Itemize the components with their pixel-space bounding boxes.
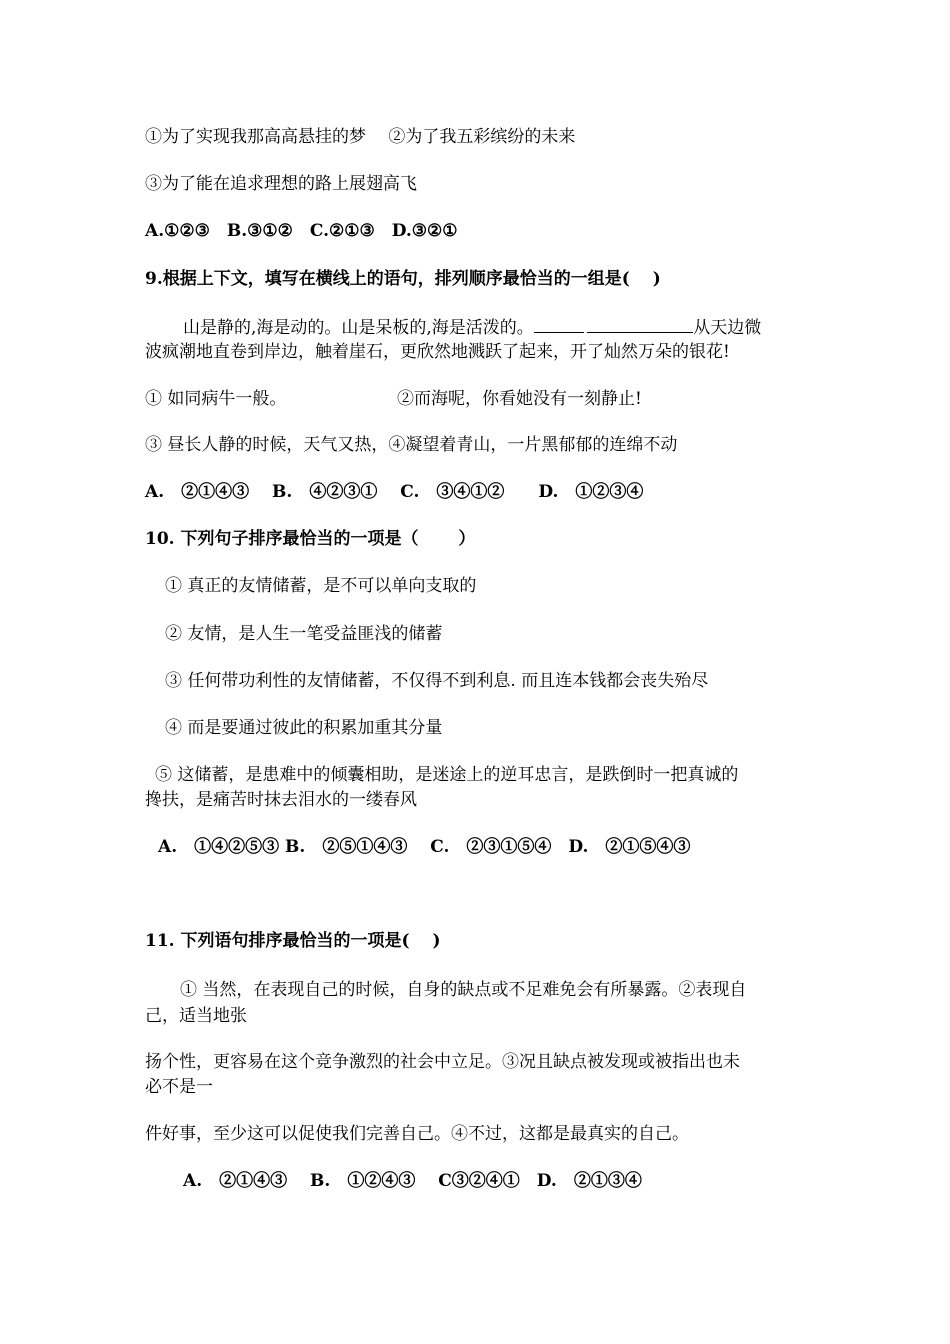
q10-s5b: 搀扶，是痛苦时抹去泪水的一缕春风 bbox=[145, 790, 417, 810]
q9-blank-1 bbox=[534, 316, 584, 333]
q9-passage-line1 bbox=[183, 316, 761, 339]
q8-line2: ③为了能在追求理想的路上展翅高飞 bbox=[145, 174, 417, 194]
q11-p3: 件好事，至少这可以促使我们完善自己。④不过，这都是最真实的自己。 bbox=[145, 1124, 689, 1144]
q8-line1: ①为了实现我那高高悬挂的梦 ②为了我五彩缤纷的未来 bbox=[145, 127, 576, 147]
q10-s2: ② 友情，是人生一笔受益匪浅的储蓄 bbox=[165, 624, 443, 644]
q9-opt1: ① 如同病牛一般。 bbox=[145, 389, 287, 409]
q11-stem: 11. 下列语句排序最恰当的一项是( ) bbox=[145, 931, 441, 951]
q9-passage-line2: 波疯潮地直卷到岸边，触着崖石，更欣然地溅跃了起来，开了灿然万朵的银花! bbox=[145, 342, 730, 362]
q9-blank-2 bbox=[587, 316, 693, 333]
q9-passage-start: 山是静的,海是动的。山是呆板的,海是活泼的。 bbox=[183, 318, 534, 338]
q9-opt3: ③ 昼长人静的时候，天气又热，④凝望着青山，一片黑郁郁的连绵不动 bbox=[145, 435, 678, 455]
q8-options: A.①②③ B.③①② C.②①③ D.③②① bbox=[145, 221, 458, 241]
q9-opt2: ②而海呢，你看她没有一刻静止! bbox=[397, 389, 642, 409]
q10-s3: ③ 任何带功利性的友情储蓄，不仅得不到利息. 而且连本钱都会丧失殆尽 bbox=[165, 671, 709, 691]
q11-p1a: ① 当然，在表现自己的时候，自身的缺点或不足难免会有所暴露。②表现自 bbox=[180, 980, 747, 1000]
q11-p2b: 必不是一 bbox=[145, 1077, 213, 1097]
q9-passage-end: 从天边微 bbox=[693, 318, 762, 338]
q9-stem: 9.根据上下文，填写在横线上的语句，排列顺序最恰当的一组是( ) bbox=[145, 269, 661, 289]
q10-stem: 10. 下列句子排序最恰当的一项是（ ） bbox=[145, 529, 476, 549]
q10-s1: ① 真正的友情储蓄，是不可以单向支取的 bbox=[165, 576, 477, 596]
q10-options: A. ①④②⑤③ B. ②⑤①④③ C. ②③①⑤④ D. ②①⑤④③ bbox=[158, 837, 691, 857]
q11-p1b: 己，适当地张 bbox=[145, 1006, 247, 1026]
q10-s5a: ⑤ 这储蓄，是患难中的倾囊相助，是迷途上的逆耳忠言，是跌倒时一把真诚的 bbox=[155, 765, 739, 785]
q9-options: A. ②①④③ B. ④②③① C. ③④①② D. ①②③④ bbox=[145, 482, 644, 502]
q11-p2a: 扬个性，更容易在这个竞争激烈的社会中立足。③况且缺点被发现或被指出也未 bbox=[145, 1052, 740, 1072]
q11-options: A. ②①④③ B. ①②④③ C③②④① D. ②①③④ bbox=[183, 1171, 642, 1191]
q10-s4: ④ 而是要通过彼此的积累加重其分量 bbox=[165, 718, 443, 738]
